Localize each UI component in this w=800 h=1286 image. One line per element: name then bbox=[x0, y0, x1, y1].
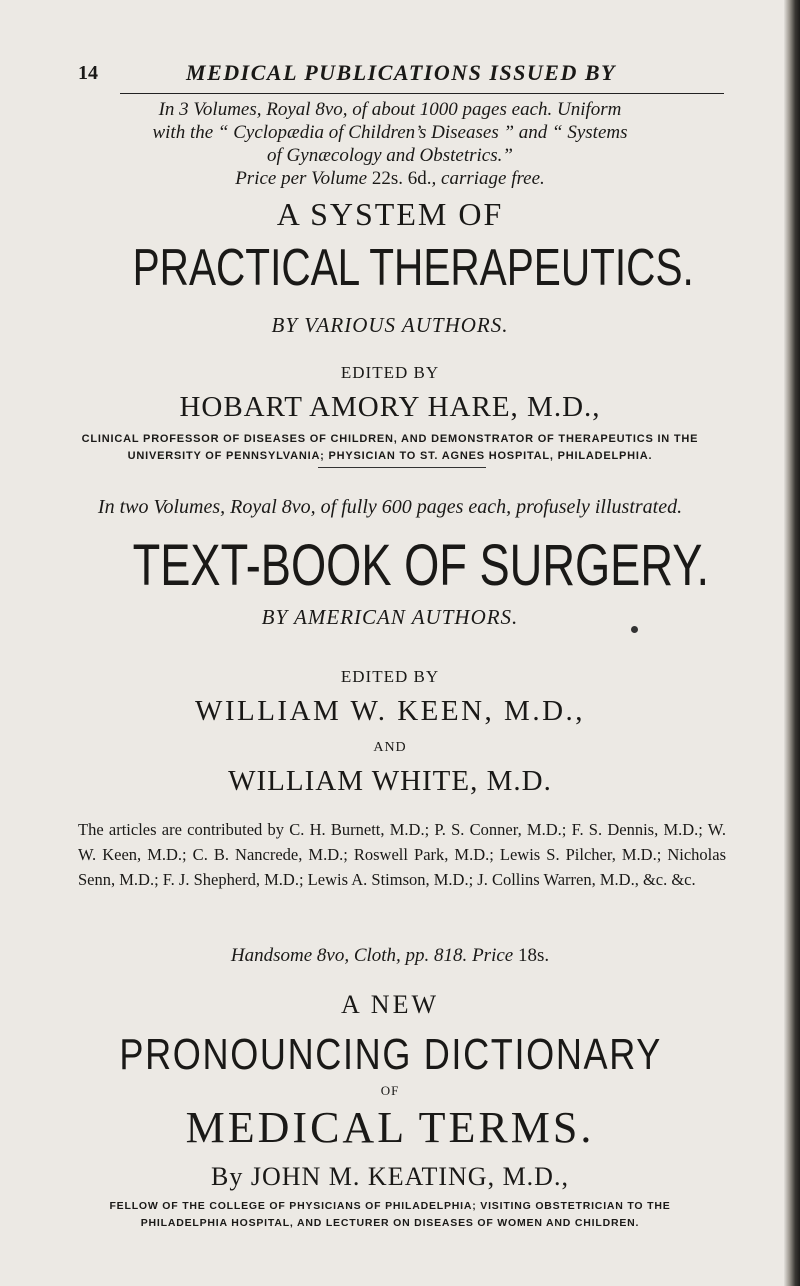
page-header bbox=[78, 52, 724, 96]
surgery-contributors: The articles are contributed by C. H. Burnett, M.D.; P. S. Conner, M.D.; F. S. Dennis, M.D.; W. W. Keen, M.D.; C. B. Nancrede, M.D.; Roswell Park, M.D.; Lewis S. Pilcher, M.D.; Nicholas Senn, M.D.; F. J. Shepherd, M.D.; Lewis A. Stimson, M.D.; J. Collins Warren, M.D., &c. &c. bbox=[78, 820, 726, 889]
dictionary-title: PRONOUNCING DICTIONARY bbox=[119, 1030, 662, 1079]
print-speck bbox=[631, 626, 638, 633]
surgery-by-line: BY AMERICAN AUTHORS. bbox=[261, 605, 519, 629]
therapeutics-subtitle: A SYSTEM OF bbox=[276, 196, 504, 232]
therapeutics-intro bbox=[60, 98, 720, 190]
surgery-edited-by: EDITED BY bbox=[340, 667, 440, 686]
surgery-editor1: WILLIAM W. KEEN, M.D., bbox=[194, 695, 586, 727]
dictionary-of: OF bbox=[380, 1083, 400, 1098]
therapeutics-intro-line3: of Gynæcology and Obstetrics.” bbox=[267, 145, 513, 166]
surgery-editor2: WILLIAM WHITE, M.D. bbox=[228, 765, 552, 797]
page-edge-shadow bbox=[784, 0, 800, 1286]
dictionary-title2: MEDICAL TERMS. bbox=[185, 1103, 595, 1152]
therapeutics-title: PRACTICAL THERAPEUTICS. bbox=[132, 239, 694, 297]
therapeutics-intro-line1: In 3 Volumes, Royal 8vo, of about 1000 pages each. Uniform bbox=[158, 99, 622, 120]
dictionary-subtitle: A NEW bbox=[340, 990, 440, 1019]
therapeutics-edited-by: EDITED BY bbox=[340, 363, 440, 382]
therapeutics-price-amount: 22s. 6d. bbox=[371, 168, 432, 189]
dictionary-author: By JOHN M. KEATING, M.D., bbox=[211, 1162, 569, 1191]
surgery-and: AND bbox=[373, 740, 407, 755]
therapeutics-by-line: BY VARIOUS AUTHORS. bbox=[271, 313, 509, 337]
section-divider bbox=[318, 467, 486, 468]
header-rule bbox=[120, 93, 724, 94]
page-number: 14 bbox=[78, 62, 98, 84]
surgery-title: TEXT-BOOK OF SURGERY. bbox=[132, 533, 710, 598]
dictionary-price: 18s. bbox=[517, 945, 550, 966]
running-title: MEDICAL PUBLICATIONS ISSUED BY bbox=[186, 60, 616, 85]
dictionary-intro: Handsome 8vo, Cloth, pp. 818. Price 18s. bbox=[230, 945, 550, 966]
dictionary-credentials: FELLOW OF THE COLLEGE OF PHYSICIANS OF PHILADELPHIA; VISITING OBSTETRICIAN TO THE PHILADELPHIA HOSPITAL, AND LECTURER ON DISEASES OF WOMEN AND CHILDREN. bbox=[109, 1200, 671, 1229]
therapeutics-credentials: CLINICAL PROFESSOR OF DISEASES OF CHILDREN, AND DEMONSTRATOR OF THERAPEUTICS IN THE UNIVERSITY OF PENNSYLVANIA; PHYSICIAN TO ST. AGNES HOSPITAL, PHILADELPHIA. bbox=[81, 433, 699, 462]
therapeutics-intro-line2: with the “ Cyclopædia of Children’s Diseases ” and “ Systems bbox=[152, 122, 628, 143]
therapeutics-price: Price per Volume 22s. 6d., carriage free. bbox=[235, 168, 545, 189]
therapeutics-editor: HOBART AMORY HARE, M.D., bbox=[179, 391, 601, 423]
surgery-intro: In two Volumes, Royal 8vo, of fully 600 pages each, profusely illustrated. bbox=[97, 496, 683, 518]
